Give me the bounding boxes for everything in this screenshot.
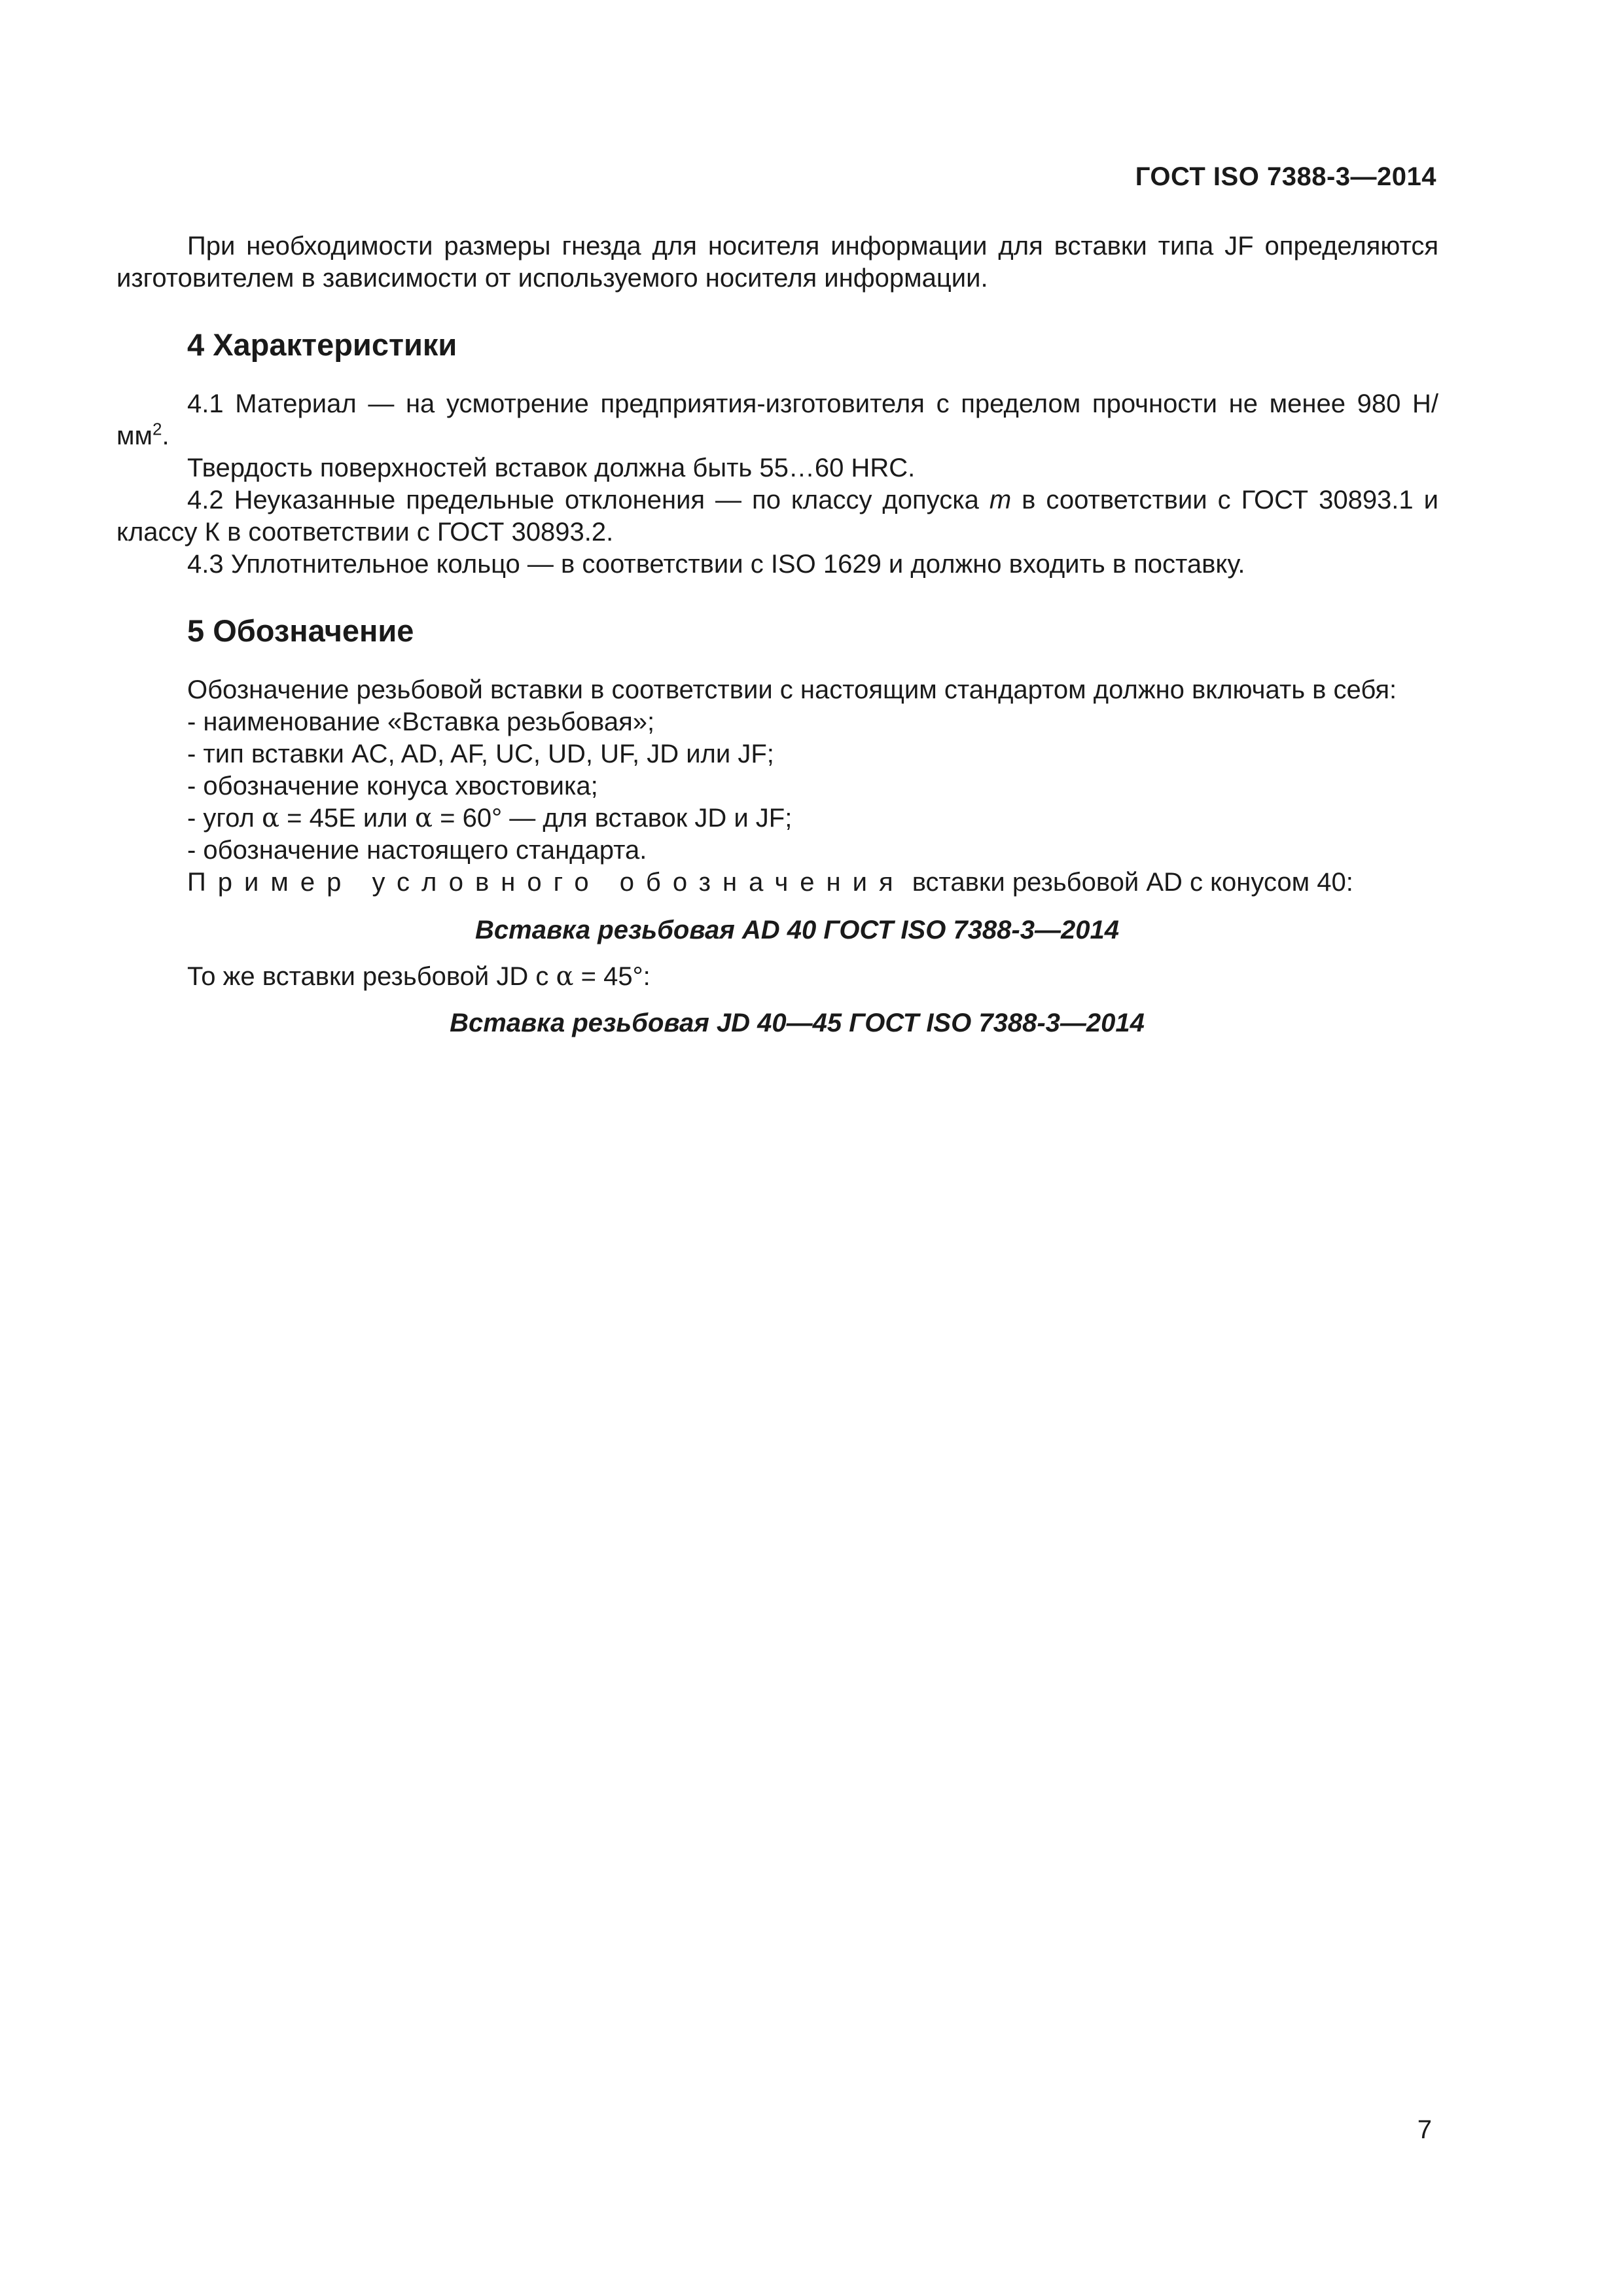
example-intro-rest: вставки резьбовой AD с конусом 40:: [904, 868, 1353, 897]
superscript-2: 2: [152, 419, 162, 439]
tolerance-class-m: m: [989, 486, 1012, 514]
clause-4-3: 4.3 Уплотнительное кольцо — в соответствии с ISO 1629 и должно входить в поставку.: [187, 550, 1245, 579]
angle-label: - угол: [187, 804, 262, 833]
list-item: - обозначение настоящего стандарта.: [187, 836, 647, 865]
example-designation-1: Вставка резьбовая AD 40 ГОСТ ISO 7388-3—2014: [475, 916, 1119, 944]
page-number: 7: [1417, 2115, 1432, 2144]
example-designation-2: Вставка резьбовая JD 40—45 ГОСТ ISO 7388-3—2014: [450, 1009, 1145, 1037]
intro-paragraph: При необходимости размеры гнезда для носителя информации для вставки типа JF определяются изготовителем в зависимости от используемого носителя информации.: [116, 232, 1438, 293]
clause-4-1-end: .: [162, 422, 169, 450]
hardness-paragraph: Твердость поверхностей вставок должна быть 55…60 HRC.: [187, 454, 916, 482]
angle-value-1: = 45E или: [279, 804, 415, 833]
same-example-intro: [116, 961, 1438, 993]
clause-4-1: [116, 388, 1438, 452]
list-item: - наименование «Вставка резьбовая»;: [187, 708, 655, 736]
clause-4-1-text: 4.1 Материал — на усмотрение предприятия-изготовителя с пределом прочности не менее 980 Н/мм: [116, 389, 1438, 450]
example-intro: [116, 867, 1438, 899]
alpha-symbol: α: [261, 803, 279, 833]
clause-4-2-text-start: 4.2 Неуказанные предельные отклонения — по классу допуска: [187, 486, 990, 514]
angle-value-2: = 60° — для вставок JD и JF;: [433, 804, 793, 833]
example-spaced-label: Пример условного обозначения: [187, 868, 905, 897]
alpha-symbol: α: [415, 803, 433, 833]
document-code-header: ГОСТ ISO 7388-3—2014: [1135, 162, 1436, 191]
page-content: [116, 230, 1438, 1039]
same-example-text: То же вставки резьбовой JD с: [187, 962, 556, 991]
designation-intro: Обозначение резьбовой вставки в соответствии с настоящим стандартом должно включать в себя:: [187, 675, 1397, 704]
list-item: - тип вставки AC, AD, AF, UC, UD, UF, JD или JF;: [187, 740, 774, 768]
section-5-heading: 5 Обозначение: [187, 613, 414, 648]
alpha-symbol: α: [556, 961, 574, 992]
clause-4-2: [116, 484, 1438, 548]
section-4-heading: 4 Характеристики: [187, 327, 457, 362]
same-example-angle: = 45°:: [573, 962, 651, 991]
list-item: - обозначение конуса хвостовика;: [187, 772, 598, 800]
list-item-angle: [116, 802, 1438, 834]
clause-4-2-text-end: в соответствии с ГОСТ 30893.1 и классу К в соответствии с ГОСТ 30893.2.: [116, 486, 1438, 547]
